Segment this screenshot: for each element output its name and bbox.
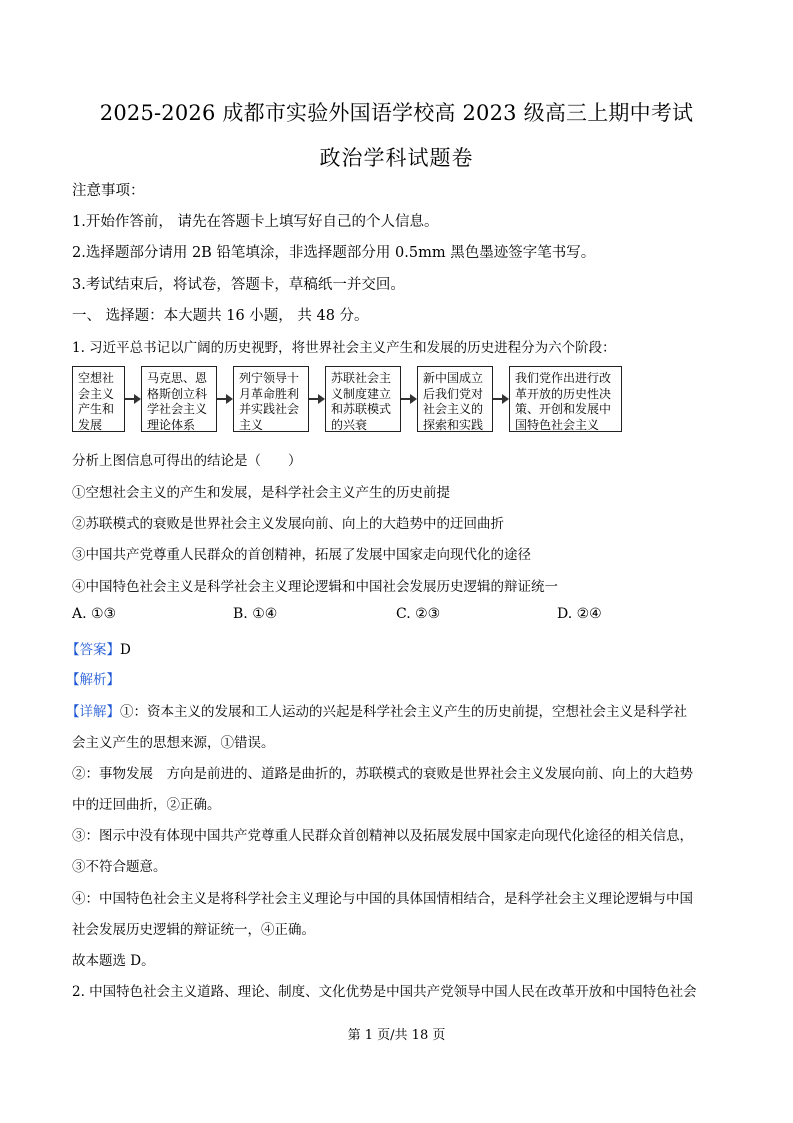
stage-box	[417, 366, 493, 432]
analysis-label: 【解析】	[66, 672, 120, 688]
stage-text: 发展	[78, 417, 103, 432]
stage-text: 产生和	[78, 402, 115, 416]
stage-text: 空想社	[78, 371, 115, 385]
stage-text: 革开放的历史性决	[515, 386, 612, 401]
detail-label: 【详解】	[66, 704, 120, 720]
stage-text: 义制度建立	[331, 386, 392, 401]
explanation-line: ③：图示中没有体现中国共产党尊重人民群众首创精神以及拓展发展中国家走向现代化途径的相关信息，	[72, 828, 693, 844]
arrow-icon	[493, 394, 509, 404]
stage-text: 新中国成立	[423, 371, 484, 385]
explanation-line	[66, 700, 687, 720]
conclusion-line: 故本题选 D。	[72, 953, 155, 969]
option-b: B. ①④	[233, 606, 278, 622]
stage-box	[72, 366, 125, 432]
stage-text: 社会主义的	[423, 402, 484, 416]
statement-2: ②苏联模式的衰败是世界社会主义发展向前、向上的大趋势中的迂回曲折	[72, 516, 504, 532]
stage-text: 苏联社会主	[331, 371, 392, 385]
question-2-stem: 2. 中国特色社会主义道路、理论、制度、文化优势是中国共产党领导中国人民在改革开放和中国特色社会	[72, 984, 697, 1000]
stage-box	[233, 366, 309, 432]
option-a: A. ①③	[72, 606, 117, 622]
page-number: 第 1 页/共 18 页	[347, 1028, 446, 1043]
stage-text: 月革命胜利	[239, 386, 300, 401]
stage-text: 列宁领导十	[239, 371, 300, 385]
stage-text: 的兴衰	[331, 417, 368, 432]
stage-text: 国特色社会主义	[515, 417, 600, 432]
stage-text: 我们党作出进行改	[515, 371, 612, 385]
exam-title: 2025-2026 成都市实验外国语学校高 2023 级高三上期中考试	[99, 101, 694, 125]
question-prompt: 分析上图信息可得出的结论是（ ）	[72, 453, 302, 469]
stage-text: 会主义	[78, 386, 115, 401]
arrow-icon	[309, 394, 325, 404]
statement-4: ④中国特色社会主义是科学社会主义理论逻辑和中国社会发展历史逻辑的辩证统一	[72, 579, 558, 595]
stage-box	[509, 366, 622, 432]
stages-flowchart	[72, 366, 632, 434]
stage-text: 并实践社会	[239, 402, 300, 416]
arrow-icon	[217, 394, 233, 404]
option-d: D. ②④	[557, 606, 602, 622]
answer-line	[66, 638, 131, 658]
notice-heading: 注意事项：	[72, 183, 145, 199]
stage-text: 主义	[239, 417, 264, 432]
answer-value: D	[120, 642, 131, 658]
arrow-icon	[125, 394, 141, 404]
statement-1: ①空想社会主义的产生和发展，是科学社会主义产生的历史前提	[72, 485, 450, 501]
exam-subtitle: 政治学科试题卷	[319, 146, 474, 170]
arrow-icon	[401, 394, 417, 404]
notice-item: 1.开始作答前， 请先在答题卡上填写好自己的个人信息。	[72, 214, 439, 230]
stage-text: 马克思、恩	[147, 371, 208, 385]
explanation-line: 社会发展历史逻辑的辩证统一，④正确。	[72, 922, 315, 938]
explanation-line: ④：中国特色社会主义是将科学社会主义理论与中国的具体国情相结合，是科学社会主义理论逻辑与中国	[72, 891, 693, 907]
statement-3: ③中国共产党尊重人民群众的首创精神，拓展了发展中国家走向现代化的途径	[72, 547, 531, 563]
notice-item: 3.考试结束后，将试卷，答题卡，草稿纸一并交回。	[72, 277, 405, 293]
explanation-text: ①：资本主义的发展和工人运动的兴起是科学社会主义产生的历史前提，空想社会主义是科学社	[120, 704, 687, 720]
notice-item: 2.选择题部分请用 2B 铅笔填涂，非选择题部分用 0.5mm 黑色墨迹签字笔书写。	[72, 245, 596, 261]
question-1-stem: 1. 习近平总书记以广阔的历史视野，将世界社会主义产生和发展的历史进程分为六个阶段：	[72, 340, 616, 356]
stage-text: 探索和实践	[423, 417, 484, 432]
explanation-line: ②：事物发展 方向是前进的、道路是曲折的，苏联模式的衰败是世界社会主义发展向前、向上的大趋势	[72, 766, 693, 782]
answer-label: 【答案】	[66, 642, 120, 658]
stage-text: 理论体系	[147, 417, 196, 432]
option-c: C. ②③	[396, 606, 441, 622]
stage-box	[141, 366, 217, 432]
section-heading: 一、 选择题：本大题共 16 小题， 共 48 分。	[72, 308, 369, 324]
stage-text: 格斯创立科	[147, 386, 208, 401]
stage-text: 策、开创和发展中	[515, 402, 612, 416]
explanation-line: 中的迂回曲折，②正确。	[72, 797, 221, 813]
stage-text: 和苏联模式	[331, 402, 392, 416]
explanation-line: ③不符合题意。	[72, 859, 167, 875]
stage-text: 后我们党对	[423, 386, 484, 401]
stage-text: 学社会主义	[147, 402, 208, 416]
explanation-line: 会主义产生的思想来源，①错误。	[72, 735, 275, 751]
stage-box	[325, 366, 401, 432]
